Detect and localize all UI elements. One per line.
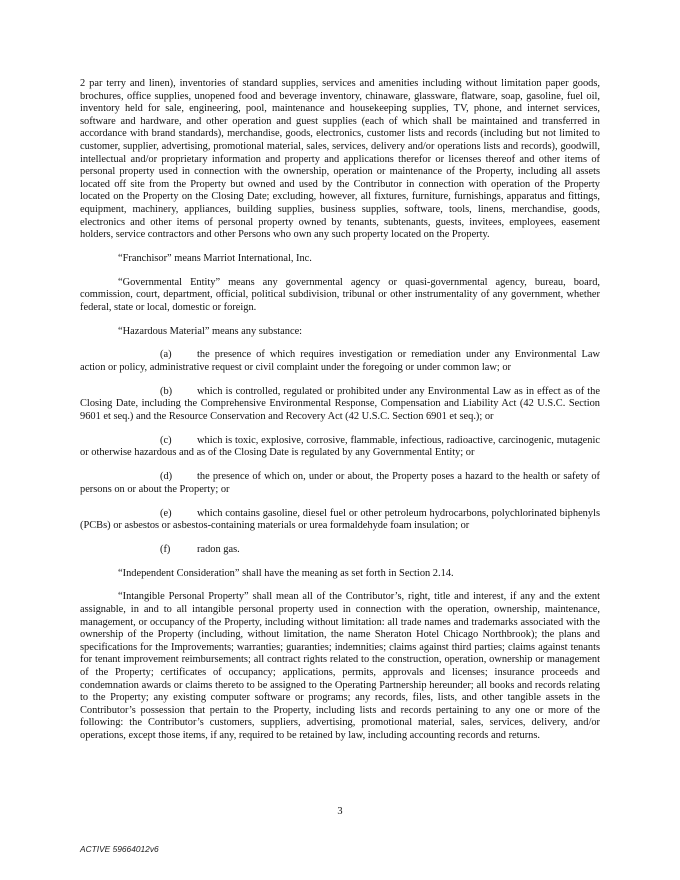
definition-intangible-personal-property: “Intangible Personal Property” shall mean all of the Contributor’s, right, title and interest, if any and the extent assignable, in and to all intangible personal property used in connection with the operation, ownership, maintenance, management, or occupancy of the Property, including without limitation: all trade names and trademarks associated with the ownership of the Property (including, without limitation, the name Sheraton Hotel Chicago Northbrook); the plans and specifications for the Improvements; warranties; guaranties; indemnities; claims against third parties; claims against tenants for tenant improvement reimbursements; all contract rights related to the construction, operation, ownership or management of the Property; certificates of occupancy; applications, permits, approvals and licenses; insurance proceeds and condemnation awards or claims thereto to be assigned to the Operating Partnership hereunder; all books and records relating to the Property; any existing computer software or programs; any records, files, lists, and other tangible assets in the Contributor’s possession that pertain to the Property, including lists and records pertaining to any one or more of the following: the Contributor’s customers, suppliers, advertising, promotional material, sales, services, delivery, and/or operations, except those items, if any, required to be retained by law, including accounting records and returns. (80, 591, 600, 741)
page-number: 3 (337, 806, 343, 817)
definition-franchisor: “Franchisor” means Marriot International, Inc. (118, 252, 312, 264)
list-item-text: which contains gasoline, diesel fuel or other petroleum hydrocarbons, polychlorinated biphenyls (PCBs) or asbestos or asbestos-containing materials or urea formaldehyde foam insulation; or (80, 507, 600, 532)
document-body (80, 78, 600, 754)
list-item-f (80, 544, 600, 557)
list-item-a (80, 349, 600, 374)
list-item-text: the presence of which requires investigation or remediation under any Environmental Law action or policy, administrative request or civil complaint under the foregoing or under common law; or (80, 349, 600, 374)
list-item-text: which is toxic, explosive, corrosive, flammable, infectious, radioactive, carcinogenic, mutagenic or otherwise hazardous and as of the Closing Date is regulated by any Governmental Entity; or (80, 434, 600, 459)
list-item-label: (d) (160, 471, 173, 483)
definition-independent-consideration: “Independent Consideration” shall have the meaning as set forth in Section 2.14. (118, 567, 454, 579)
list-item-d (80, 471, 600, 496)
definition-hazardous-material: “Hazardous Material” means any substance: (118, 325, 303, 337)
list-item-b (80, 386, 600, 424)
list-item-label: (e) (160, 507, 172, 519)
list-item-label: (b) (160, 385, 173, 397)
paragraph-personal-property-continuation: 2 par terry and linen), inventories of standard supplies, services and amenities including without limitation paper goods, brochures, office supplies, unopened food and beverage inventory, chinaware, glassware, flatware, soap, gasoline, fuel oil, inventory held for sale, engineering, pool, maintenance and housekeeping supplies, TV, phone, and internet services, software and hardware, and other operation and guest supplies (each of which shall be maintained and transferred in accordance with brand standards), merchandise, goods, electronics, customer lists and records (including but not limited to customer, supplier, advertising, promotional material, sales, services, delivery and/or operations lists and records), goodwill, intellectual and/or proprietary information and property and applications therefor or licenses thereof and other items of personal property used in connection with the ownership, operation or maintenance of the Property, including all assets located off site from the Property but owned and used by the Contributor in connection with operation of the Property located on the Property on the Closing Date; excluding, however, all fixtures, furniture, furnishings, apparatus and fittings, equipment, machinery, appliances, building supplies, business supplies, software, tools, linens, merchandise, goods, electronics and other items of personal property owned by tenants, subtenants, guests, invitees, employees, easement holders, service contractors and other Persons who own any such property located on the Property. (80, 78, 600, 241)
document-id: ACTIVE 59664012v6 (80, 844, 159, 854)
list-item-label: (c) (160, 434, 172, 446)
list-item-label: (a) (160, 349, 172, 361)
list-item-label: (f) (160, 543, 171, 555)
list-item-text: which is controlled, regulated or prohibited under any Environmental Law as in effect as of the Closing Date, including the Comprehensive Environmental Response, Compensation and Liability Act (42 U.S.C. Section 9601 et seq.) and the Resource Conservation and Recovery Act (42 U.S.C. Section 6901 et seq.); or (80, 385, 600, 422)
list-item-text: the presence of which on, under or about, the Property poses a hazard to the health or safety of persons on or about the Property; or (80, 471, 600, 495)
list-item-c (80, 435, 600, 460)
list-item-text: radon gas. (197, 543, 240, 555)
definition-governmental-entity: “Governmental Entity” means any governmental agency or quasi-governmental agency, bureau, board, commission, court, department, official, political subdivision, tribunal or other instrumentality of any government, whether federal, state or local, domestic or foreign. (80, 276, 600, 313)
list-item-e (80, 508, 600, 533)
